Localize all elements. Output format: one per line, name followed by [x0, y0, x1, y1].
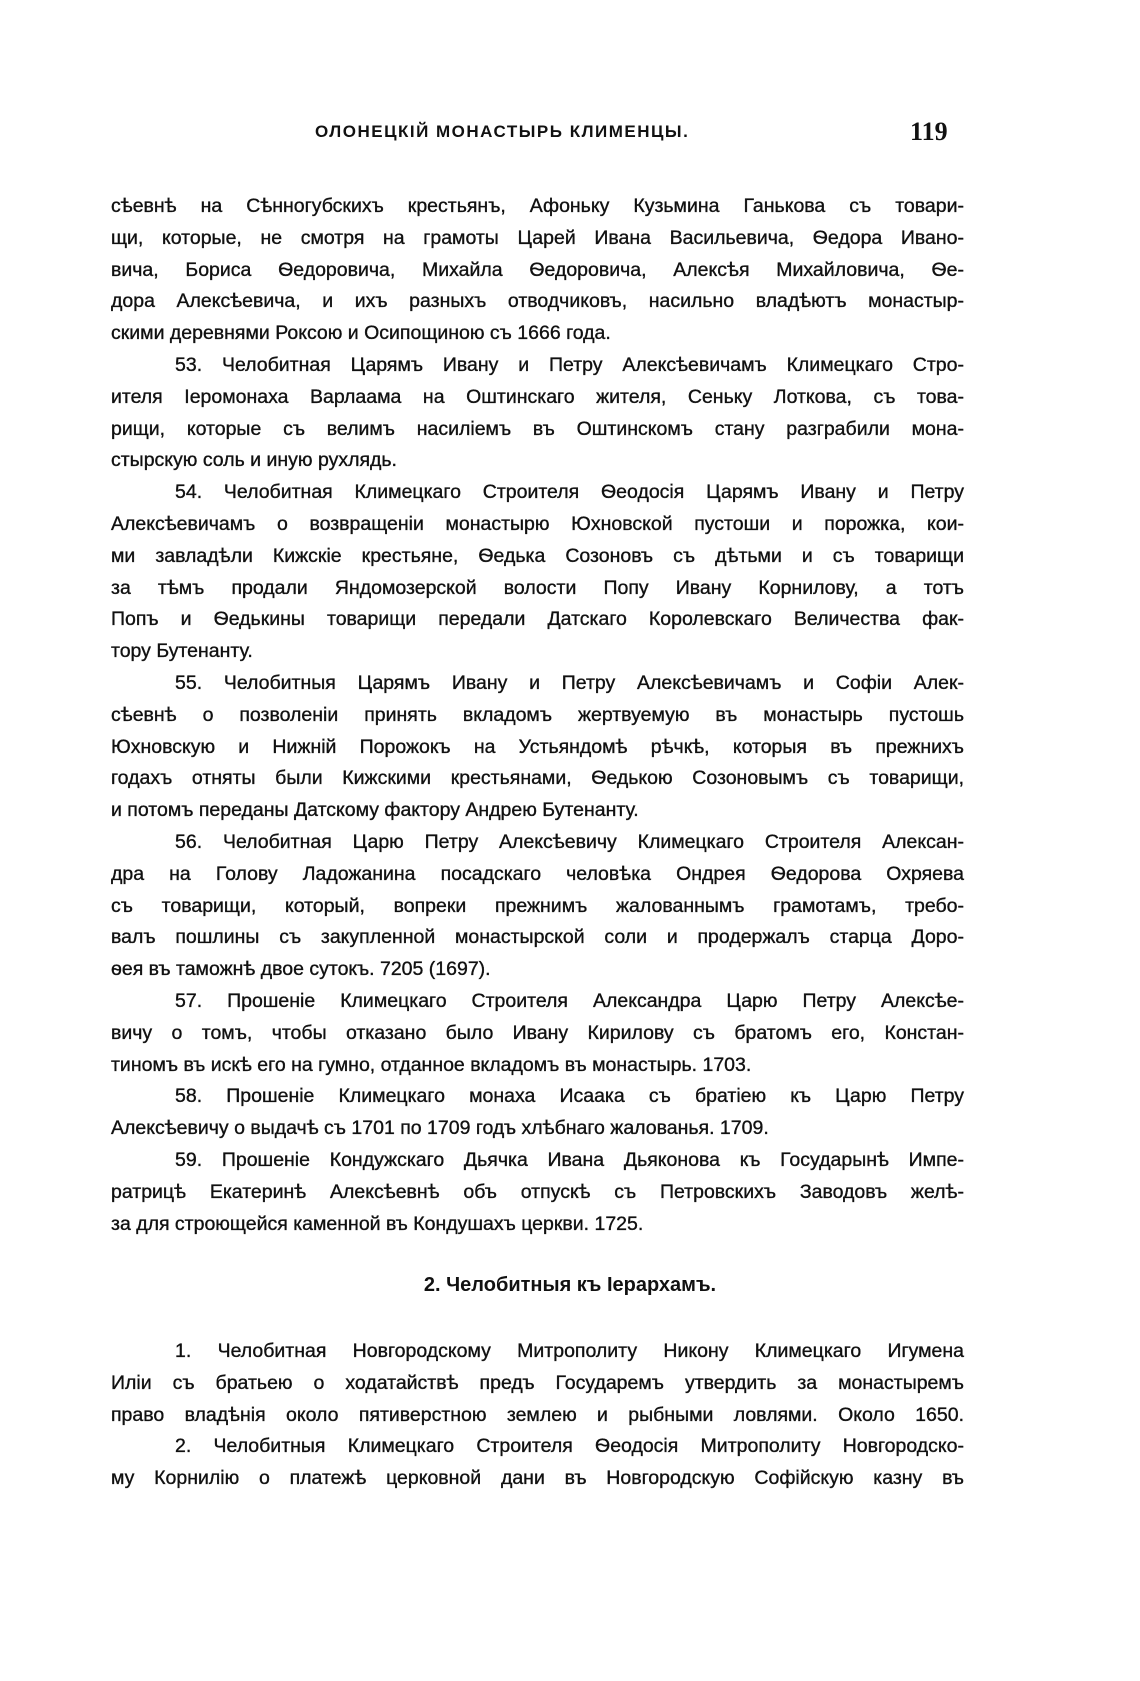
- text-line: 55. Челобитныя Царямъ Ивану и Петру Алексѣевичамъ и Софіи Алек-: [175, 671, 964, 694]
- text-line: рищи, которые съ велимъ насиліемъ въ Оштинскомъ стану разграбили мона-: [111, 417, 964, 440]
- text-line: годахъ отняты были Кижскими крестьянами, Ѳедькою Созоновымъ съ товарищи,: [111, 767, 964, 790]
- text-line: и потомъ переданы Датскому фактору Андрею Бутенанту.: [111, 799, 639, 822]
- text-line: за тѣмъ продали Яндомозерской волости Попу Ивану Корнилову, а тотъ: [111, 576, 964, 599]
- section-1-text: [111, 191, 964, 1240]
- text-line: валъ пошлины съ закупленной монастырской соли и продержалъ старца Доро-: [111, 926, 964, 949]
- section-2-text: [111, 1336, 964, 1495]
- text-line: 57. Прошеніе Климецкаго Строителя Александра Царю Петру Алексѣе-: [175, 989, 964, 1012]
- text-line: тиномъ въ искѣ его на гумно, отданное вкладомъ въ монастырь. 1703.: [111, 1053, 752, 1076]
- text-line: Алексѣевичамъ о возвращеніи монастырю Юхновской пустоши и порожка, кои-: [111, 512, 964, 535]
- text-line: Попъ и Ѳедькины товарищи передали Датскаго Королевскаго Величества фак-: [111, 608, 964, 631]
- text-line: вичу о томъ, чтобы отказано было Ивану Кирилову съ братомъ его, Констан-: [111, 1021, 964, 1044]
- text-line: му Корнилію о платежѣ церковной дани въ Новгородскую Софійскую казну въ: [111, 1467, 964, 1490]
- text-line: дора Алексѣевича, и ихъ разныхъ отводчиковъ, насильно владѣютъ монастыр-: [111, 290, 964, 313]
- text-line: 59. Прошеніе Кондужскаго Дьячка Ивана Дьяконова къ Государынѣ Импе-: [175, 1148, 964, 1171]
- text-line: стырскую соль и иную рухлядь.: [111, 449, 397, 472]
- text-line: ратрицѣ Екатеринѣ Алексѣевнѣ объ отпускѣ съ Петровскихъ Заводовъ желѣ-: [111, 1180, 964, 1203]
- text-line: 53. Челобитная Царямъ Ивану и Петру Алексѣевичамъ Климецкаго Стро-: [175, 353, 964, 376]
- section-2-heading: 2. Челобитныя къ Іерархамъ.: [423, 1274, 717, 1296]
- text-line: Алексѣевичу о выдачѣ съ 1701 по 1709 годъ хлѣбнаго жалованья. 1709.: [111, 1117, 769, 1140]
- text-line: дра на Голову Ладожанина посадскаго человѣка Ондрея Ѳедорова Охряева: [111, 862, 964, 885]
- text-line: тору Бутенанту.: [111, 640, 253, 663]
- text-line: Иліи съ братьею о ходатайствѣ предъ Государемъ утвердить за монастыремъ: [111, 1371, 964, 1394]
- text-line: скими деревнями Роксою и Осипощиною съ 1666 года.: [111, 322, 611, 345]
- text-line: сѣевнѣ о позволеніи принять вкладомъ жертвуемую въ монастырь пустошь: [111, 703, 964, 726]
- text-line: щи, которые, не смотря на грамоты Царей Ивана Васильевича, Ѳедора Ивано-: [111, 226, 964, 249]
- text-line: 1. Челобитная Новгородскому Митрополиту Никону Климецкаго Игумена: [175, 1340, 964, 1362]
- text-line: ителя Іеромонаха Варлаама на Оштинскаго жителя, Сеньку Лоткова, съ това-: [111, 385, 964, 408]
- text-line: 2. Челобитныя Климецкаго Строителя Ѳеодосія Митрополиту Новгородско-: [175, 1435, 964, 1458]
- text-line: 54. Челобитная Климецкаго Строителя Ѳеодосія Царямъ Ивану и Петру: [175, 481, 964, 504]
- text-line: 56. Челобитная Царю Петру Алексѣевичу Климецкаго Строителя Алексан-: [175, 830, 964, 853]
- running-title: ОЛОНЕЦКІЙ МОНАСТЫРЬ КЛИМЕНЦЫ.: [315, 122, 690, 141]
- text-line: сѣевнѣ на Сѣнногубскихъ крестьянъ, Афоньку Кузьмина Ганькова съ товари-: [111, 195, 964, 217]
- text-line: вича, Бориса Ѳедоровича, Михайла Ѳедоровича, Алексѣя Михайловича, Ѳе-: [111, 258, 964, 281]
- running-header: [0, 117, 1140, 152]
- text-line: ѳея въ таможнѣ двое сутокъ. 7205 (1697).: [111, 958, 491, 981]
- text-line: ми завладѣли Кижскіе крестьяне, Ѳедька Созоновъ съ дѣтьми и съ товарищи: [111, 544, 964, 567]
- text-line: право владѣнія около пятиверстною землею и рыбными ловлями. Около 1650.: [111, 1403, 964, 1426]
- text-line: 58. Прошеніе Климецкаго монаха Исаака съ братіею къ Царю Петру: [175, 1085, 964, 1108]
- text-line: съ товарищи, который, вопреки прежнимъ жалованнымъ грамотамъ, требо-: [111, 894, 964, 917]
- text-line: Юхновскую и Нижній Порожокъ на Устьяндомѣ рѣчкѣ, которыя въ прежнихъ: [111, 735, 964, 758]
- text-line: за для строющейся каменной въ Кондушахъ церкви. 1725.: [111, 1212, 644, 1235]
- page-number: 119: [910, 117, 948, 146]
